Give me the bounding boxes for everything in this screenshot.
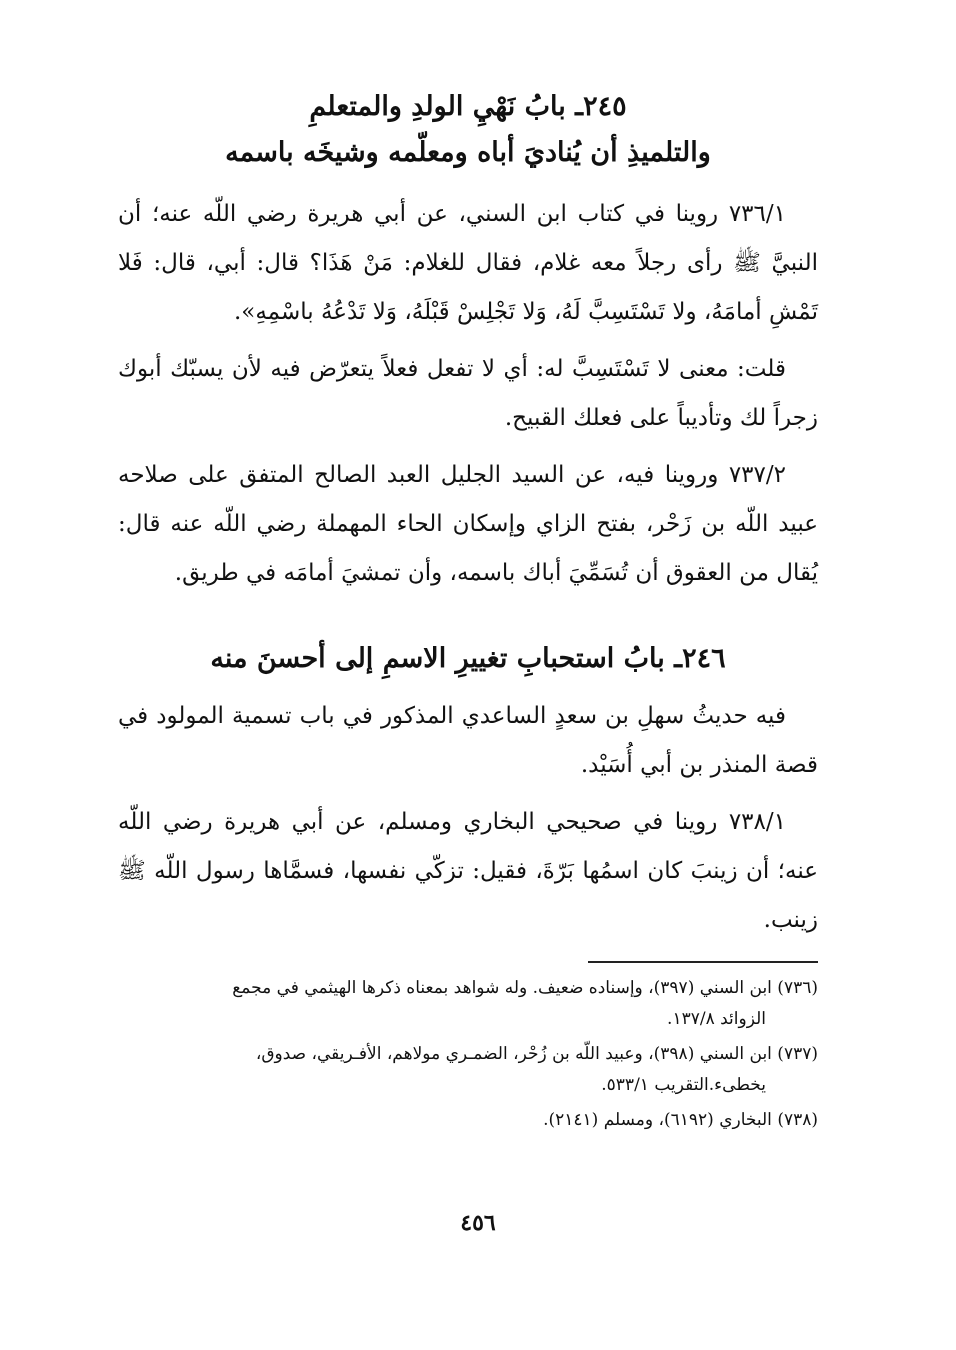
footnote-736-line1: (٧٣٦) ابن السني (٣٩٧)، وإسناده ضعيف. وله شواهد بمعناه ذكرها الهيثمي في مجمع [232,978,818,998]
chapter-245-title-line2: والتلميذِ أن يُناديَ أباه ومعلّمه وشيخَه باسمه [225,137,711,168]
chapter-246-title: ٢٤٦ـ بابُ استحبابِ تغييرِ الاسمِ إلى أحسنَ منه [210,643,726,674]
hadith-736: ٧٣٦/١ روينا في كتاب ابن السني، عن أبي هريرة رضي اللّه عنه؛ أن النبيَّ ﷺ رأى رجلاً معه غلام، فقال للغلام: مَنْ هَذَا؟ قال: أبي، قال: فَلا تَمْشِ أمامَهُ، ولا تَسْتَسِبَّ لَهُ، وَلا تَجْلِسْ قَبْلَهُ، وَلا تَدْعُهُ باسْمِهِ». [118,201,818,325]
chapter-246-intro: فيه حديثُ سهلِ بن سعدٍ الساعدي المذكور في باب تسمية المولود في قصة المنذر بن أبي أُسَيْد. [118,703,818,778]
footnote-737 [118,1039,818,1101]
hadith-737: ٧٣٧/٢ وروينا فيه، عن السيد الجليل العبد الصالح المتفق على صلاحه عبيد اللّه بن زَحْر، بفتح الزاي وإسكان الحاء المهملة رضي اللّه عنه قال: يُقال من العقوق أن تُسَمِّيَ أباك باسمه، وأن تمشيَ أمامَه في طريق. [118,462,818,586]
footnote-divider-wrap [118,949,818,971]
page-content [118,80,818,1140]
footnote-737-line2: يخطىء.التقريب ٥٣٣/١. [601,1075,766,1095]
chapter-245-title-line1: ٢٤٥ـ بابُ نَهْيِ الولدِ والمتعلمِ [309,91,627,122]
note-736: قلت: معنى لا تَسْتَسِبَّ له: أي لا تفعل فعلاً يتعرّض فيه لأن يسبّك أبوك زجراً لك وتأديباً على فعلك القبيح. [118,356,818,431]
footnote-736-line2: الزوائد ١٣٧/٨. [667,1009,766,1029]
footnote-divider [588,961,818,963]
footnote-737-line1: (٧٣٧) ابن السني (٣٩٨)، وعبيد اللّه بن زُحْر، الضمـري مولاهم، الأفـريقي، صدوق، [255,1044,818,1064]
page-number: ٤٥٦ [460,1210,496,1236]
footnote-738: (٧٣٨) البخاري (٦١٩٢)، ومسلم (٢١٤١). [543,1110,818,1130]
footnote-736 [118,973,818,1035]
hadith-738: ٧٣٨/١ روينا في صحيحي البخاري ومسلم، عن أبي هريرة رضي اللّه عنه؛ أن زينبَ كان اسمُها بَرّةَ، فقيل: تزكّي نفسها، فسمَّاها رسول اللّه ﷺ زينب. [118,809,818,933]
